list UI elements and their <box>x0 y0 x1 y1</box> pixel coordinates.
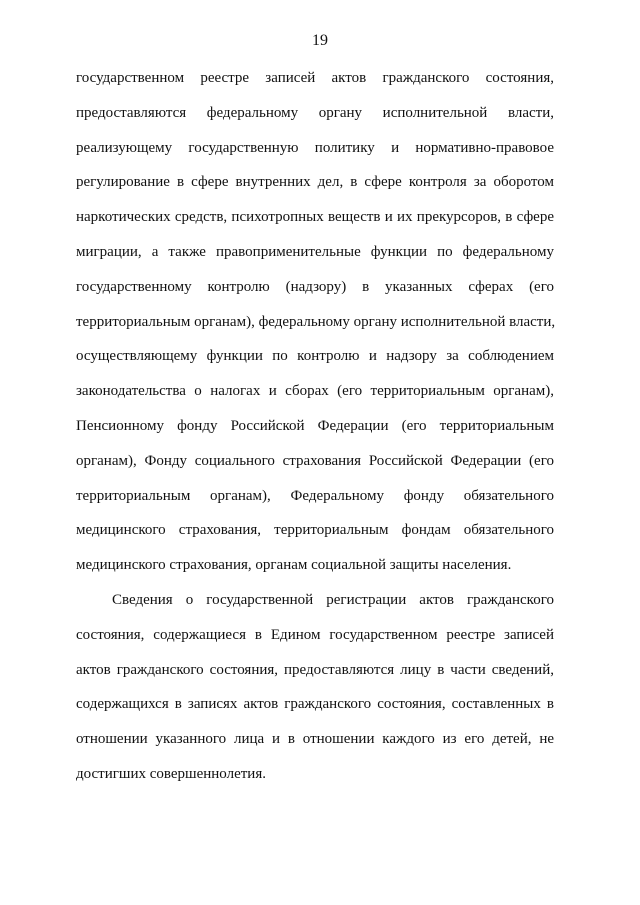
text-line: достигших совершеннолетия. <box>76 765 266 782</box>
page-number: 19 <box>312 32 328 49</box>
paragraph-1 <box>76 68 554 590</box>
text-line: содержащихся в записях актов гражданского состояния, составленных в <box>76 696 554 713</box>
text-line: территориальным органам), федеральному органу исполнительной власти, <box>76 313 556 330</box>
text-line: государственному контролю (надзору) в указанных сферах (его <box>76 278 554 295</box>
paragraph-2 <box>76 590 554 799</box>
text-line: осуществляющему функции по контролю и надзору за соблюдением <box>76 348 554 365</box>
text-line: состояния, содержащиеся в Едином государственном реестре записей <box>76 626 554 643</box>
text-line: актов гражданского состояния, предоставляются лицу в части сведений, <box>76 661 554 678</box>
text-line: наркотических средств, психотропных веществ и их прекурсоров, в сфере <box>76 209 554 226</box>
text-line: миграции, а также правоприменительные функции по федеральному <box>76 243 554 260</box>
text-line: законодательства о налогах и сборах (его территориальным органам), <box>76 383 554 400</box>
text-line: территориальным органам), Федеральному фонду обязательного <box>76 487 554 504</box>
text-line: Сведения о государственной регистрации актов гражданского <box>112 592 554 608</box>
text-line: Пенсионному фонду Российской Федерации (его территориальным <box>76 417 554 434</box>
text-line: реализующему государственную политику и нормативно-правовое <box>76 139 554 156</box>
text-line: медицинского страхования, территориальным фондам обязательного <box>76 522 554 539</box>
text-line: предоставляются федеральному органу исполнительной власти, <box>76 104 554 121</box>
text-line: отношении указанного лица и в отношении каждого из его детей, не <box>76 731 554 748</box>
text-line: медицинского страхования, органам социальной защиты населения. <box>76 557 512 574</box>
text-line: государственном реестре записей актов гражданского состояния, <box>76 70 554 86</box>
text-line: регулирование в сфере внутренних дел, в сфере контроля за оборотом <box>76 174 554 191</box>
text-line: органам), Фонду социального страхования Российской Федерации (его <box>76 452 554 469</box>
